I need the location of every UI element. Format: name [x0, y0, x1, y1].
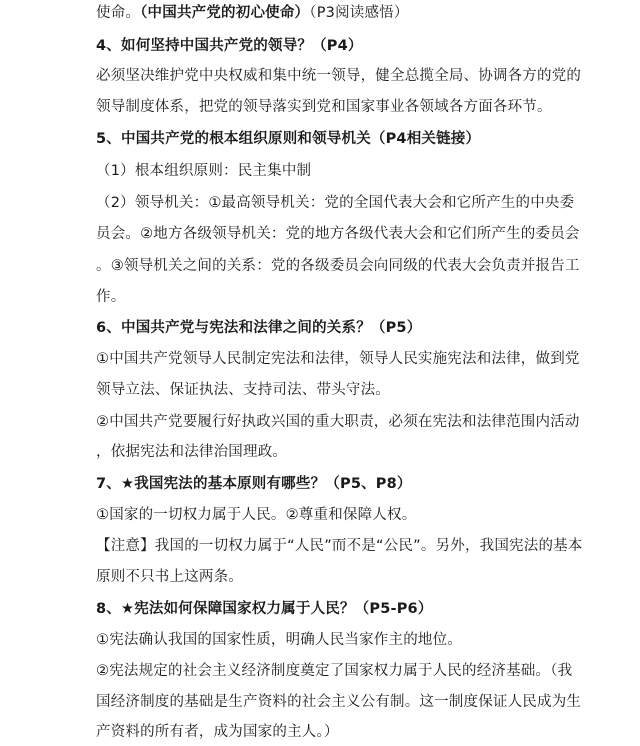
paragraph-line: 员会。②地方各级领导机关：党的地方各级代表大会和它们所产生的委员会 — [96, 226, 580, 242]
paragraph-line: 产资料的所有者，成为国家的主人。） — [96, 724, 339, 740]
paragraph-line: ②中国共产党要履行好执政兴国的重大职责，必须在宪法和法律范围内活动 — [96, 414, 580, 430]
text-span: 使命。 — [96, 5, 141, 21]
paragraph-line: 必须坚决维护党中央权威和集中统一领导，健全总揽全局、协调各方的党的 — [96, 68, 582, 84]
paragraph-line: ①国家的一切权力属于人民。②尊重和保障人权。 — [96, 507, 417, 523]
paragraph-line: ①宪法确认我国的国家性质，明确人民当家作主的地位。 — [96, 632, 462, 648]
paragraph-line: 作。 — [96, 289, 126, 305]
paragraph-line: 原则不只书上这两条。 — [96, 569, 243, 585]
paragraph-line: （2）领导机关：①最高领导机关：党的全国代表大会和它所产生的中央委 — [96, 195, 575, 211]
section-heading: 8、★宪法如何保障国家权力属于人民？（P5-P6） — [96, 601, 433, 617]
paragraph-line: 领导立法、保证执法、支持司法、带头守法。 — [96, 382, 390, 398]
section-heading: 7、★我国宪法的基本原则有哪些？（P5、P8） — [96, 476, 412, 492]
section-heading: 5、中国共产党的根本组织原则和领导机关（P4相关链接） — [96, 131, 481, 147]
paragraph-line: ①中国共产党领导人民制定宪法和法律，领导人民实施宪法和法律，做到党 — [96, 351, 580, 367]
section-heading: 4、如何坚持中国共产党的领导？（P4） — [96, 38, 363, 54]
paragraph-line: ②宪法规定的社会主义经济制度奠定了国家权力属于人民的经济基础。（我 — [96, 663, 573, 679]
paragraph-line: ，依据宪法和法律治国理政。 — [96, 444, 288, 460]
paragraph-line: 【注意】我国的一切权力属于“人民”而不是“公民”。另外，我国宪法的基本 — [96, 538, 583, 554]
bold-span: （中国共产党的初心使命） — [140, 5, 310, 21]
section-heading: 6、中国共产党与宪法和法律之间的关系？（P5） — [96, 320, 422, 336]
text-span: （P3阅读感悟） — [309, 5, 409, 21]
paragraph-line: 领导制度体系，把党的领导落实到党和国家事业各领域各方面各环节。 — [96, 99, 552, 115]
paragraph-line: （1）根本组织原则：民主集中制 — [96, 163, 312, 179]
intro-line — [96, 3, 409, 23]
paragraph-line: 。③领导机关之间的关系：党的各级委员会向同级的代表大会负责并报告工 — [96, 258, 580, 274]
paragraph-line: 国经济制度的基础是生产资料的社会主义公有制。这一制度保证人民成为生 — [96, 694, 582, 710]
